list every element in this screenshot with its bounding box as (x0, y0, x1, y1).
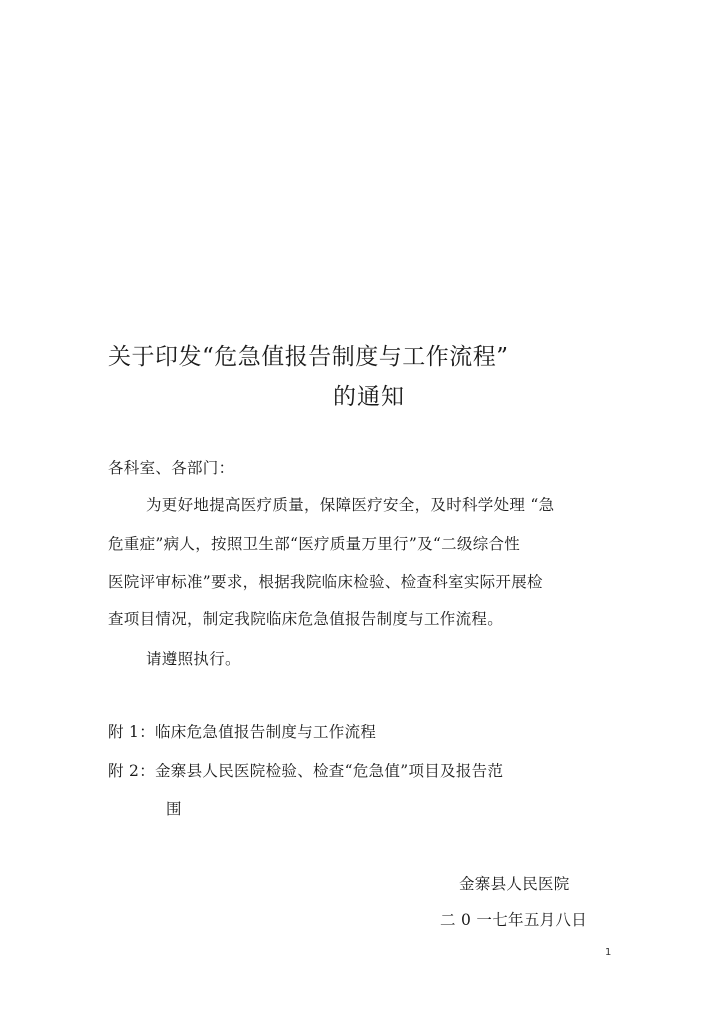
signing-date: 二 0 一七年五月八日 (440, 911, 588, 929)
signing-organization: 金寨县人民医院 (459, 875, 570, 893)
body-line-1: 为更好地提高医疗质量，保障医疗安全，及时科学处理 “急 (146, 496, 555, 514)
body-line-3: 医院评审标准”要求，根据我院临床检验、检查科室实际开展检 (108, 573, 543, 591)
document-title-line-2: 的通知 (333, 384, 405, 410)
body-line-4: 查项目情况，制定我院临床危急值报告制度与工作流程。 (108, 610, 504, 628)
body-line-2: 危重症”病人，按照卫生部“医疗质量万里行”及“二级综合性 (108, 535, 521, 553)
salutation: 各科室、各部门： (108, 459, 235, 477)
page-number: 1 (605, 947, 612, 958)
body-line-5: 请遵照执行。 (146, 650, 241, 668)
document-title-line-1: 关于印发“危急值报告制度与工作流程” (108, 344, 509, 370)
attachment-1: 附 1：临床危急值报告制度与工作流程 (108, 723, 377, 741)
attachment-2-continuation: 围 (166, 800, 182, 818)
attachment-2: 附 2：金寨县人民医院检验、检查“危急值”项目及报告范 (108, 762, 504, 780)
